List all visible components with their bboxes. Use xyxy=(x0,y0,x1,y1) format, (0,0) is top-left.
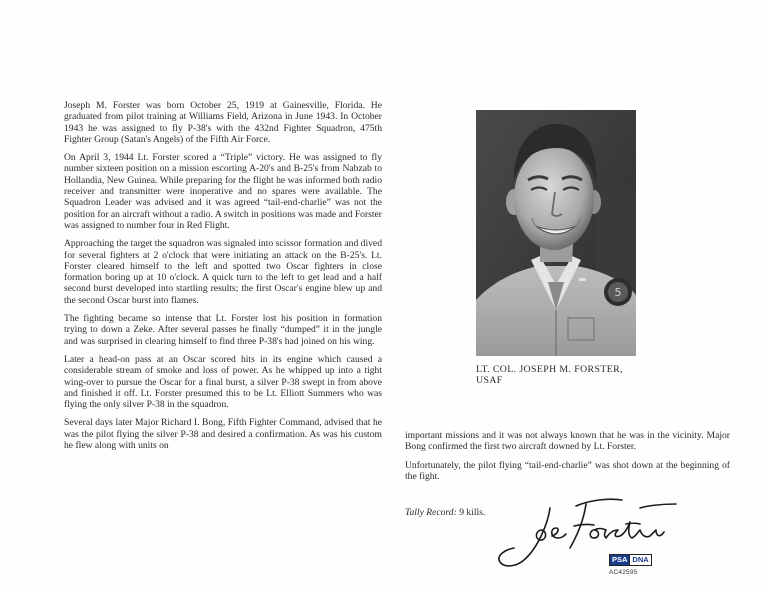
bio-paragraph: Unfortunately, the pilot flying “tail-end-charlie” was shot down at the beginning of the fight. xyxy=(405,459,730,482)
bio-paragraph: The fighting became so intense that Lt. Forster lost his position in formation trying to down a Zeke. After several passes he finally “dumped” it in the jungle and was surprised in clearing himself to find three P-38's had joined on his wing. xyxy=(64,313,382,347)
bio-paragraph: important missions and it was not always known that he was in the vicinity. Major Bong confirmed the first two aircraft downed by Lt. Forster. xyxy=(405,430,730,453)
dna-logo-text: DNA xyxy=(629,555,650,565)
caption-name-line: LT. COL. JOSEPH M. FORSTER, xyxy=(476,364,623,375)
authentication-id: AC42595 xyxy=(609,569,638,576)
bio-left-column xyxy=(64,100,382,458)
svg-text:5: 5 xyxy=(614,286,622,299)
psa-logo-text: PSA xyxy=(612,555,628,564)
bio-paragraph: Later a head-on pass at an Oscar scored hits in its engine which caused a considerable stream of smoke and loss of power. As he whipped up into a tight wing-over to pursue the Oscar for a final burst, a silver P-38 swept in from above and finished it off. Lt. Forster presumed this to be Lt. Elliott Summers who was flying the only silver P-38 in the squadron. xyxy=(64,353,382,411)
caption-branch-line: USAF xyxy=(476,375,503,386)
bio-paragraph: Several days later Major Richard I. Bong, Fifth Fighter Command, advised that he was the pilot flying the silver P-38 and desired a confirmation. As was his custom he flew along with units on xyxy=(64,417,382,452)
bio-paragraph: On April 3, 1944 Lt. Forster scored a “Triple” victory. He was assigned to fly number sixteen position on a mission escorting A-20's and B-25's from Nabzab to Hollandia, New Guinea. While preparing for the flight he was informed both radio receiver and transmitter were inoperative and no spares were available. The Squadron Leader was advised and it was agreed “tail-end-charlie” was not the position for an aircraft without a radio. A switch in positions was made and Forster was assigned to number four in Red Flight. xyxy=(64,152,382,231)
portrait-photo xyxy=(476,110,636,356)
tally-value: 9 kills. xyxy=(459,507,486,518)
bio-paragraph: Approaching the target the squadron was signaled into scissor formation and dived for several fighters at 2 o'clock that were initiating an attack on the B-25's. Lt. Forster cleared himself to the left and spotted two Oscar fighters in close formation boring up at 10 o'clock. A quick turn to the left to get lead and a half second burst developed into startling results; the first Oscar's engine blew up and the second Oscar burst into flames. xyxy=(64,238,382,306)
tally-label: Tally Record: xyxy=(405,507,457,518)
photo-caption xyxy=(476,364,646,386)
authentication-sticker xyxy=(609,554,652,576)
tally-record xyxy=(405,507,485,518)
bio-paragraph: Joseph M. Forster was born October 25, 1919 at Gainesville, Florida. He graduated from pilot training at Williams Field, Arizona in June 1943. In October 1943 he was assigned to fly P-38's with the 432nd Fighter Squadron, 475th Fighter Group (Satan's Angels) of the Fifth Air Force. xyxy=(64,100,382,145)
psa-dna-logo xyxy=(609,554,652,566)
handwritten-signature xyxy=(490,478,700,573)
